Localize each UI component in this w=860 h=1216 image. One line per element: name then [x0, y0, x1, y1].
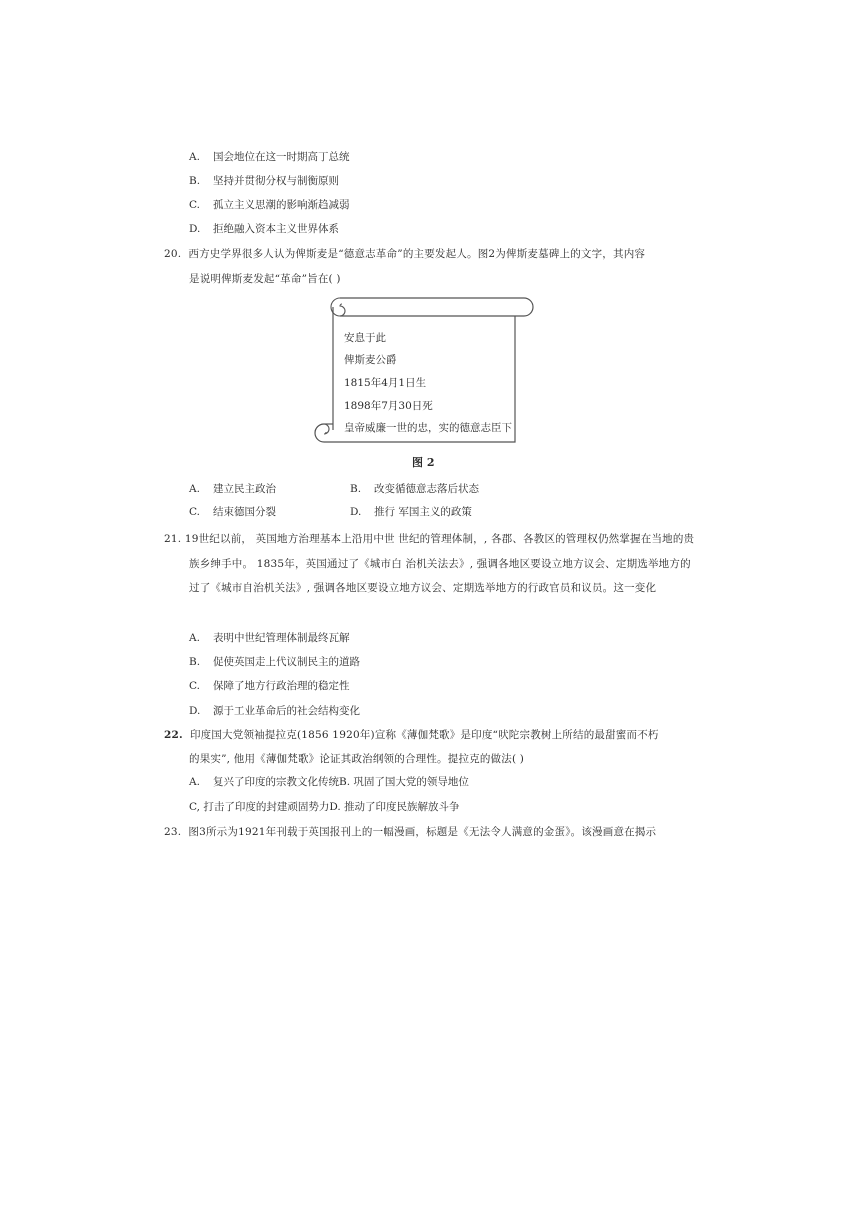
q22-option-cd: C, 打击了印度的封建顽固势力D. 推动了印度民族解放斗争	[189, 801, 460, 813]
option-text: 源于工业革命后的社会结构变化	[213, 705, 360, 717]
q23-stem-line1	[164, 824, 656, 839]
option-label: D.	[189, 223, 201, 235]
option-label: A.	[189, 483, 200, 495]
q19-option-a	[189, 149, 350, 164]
q20-option-b	[350, 481, 479, 496]
option-label: B.	[189, 656, 201, 668]
option-text: 拒绝融入资本主义世界体系	[213, 223, 339, 235]
q21-option-c	[189, 678, 350, 693]
q21-stem-line3: 过了《城市自治机关法》, 强调各地区要设立地方议会、定期选举地方的行政官员和议员。这一变化	[189, 582, 657, 594]
question-text: 西方史学界很多人认为俾斯麦是“德意志革命”的主要发起人。图2为俾斯麦墓碑上的文字，其内容	[188, 248, 646, 260]
option-label: B.	[189, 175, 201, 187]
option-label: A.	[189, 151, 200, 163]
option-text: 复兴了印度的宗教文化传统B. 巩固了国大党的领导地位	[213, 776, 469, 788]
q21-stem-line2: 族乡绅手中。 1835年，英国通过了《城市白 治机关法去》, 强调各地区要设立地方议会、定期选举地方的	[189, 558, 691, 570]
q21-option-d	[189, 703, 360, 718]
q20-option-d	[350, 504, 472, 519]
option-text: 坚持并贯彻分权与制衡原则	[213, 175, 339, 187]
q21-stem-line1: 21. 19世纪以前， 英国地方治理基本上沿用中世 世纪的管理体制，, 各郡、各教区的管理权仍然掌握在当地的贵	[164, 533, 695, 545]
q19-option-b	[189, 173, 339, 188]
option-label: C.	[189, 680, 200, 692]
q19-option-d	[189, 221, 339, 236]
option-text: 建立民主政治	[213, 483, 276, 495]
option-text: 推行 军国主义的政策	[374, 506, 472, 518]
scroll-line-5: 皇帝威廉一世的忠，实的德意志臣下	[344, 422, 512, 434]
q22-option-ab	[189, 774, 469, 789]
q19-option-c	[189, 197, 350, 212]
option-label: C.	[189, 506, 200, 518]
question-number: 20.	[164, 248, 182, 260]
q21-option-a	[189, 630, 350, 645]
q20-option-a	[189, 481, 276, 496]
option-label: A.	[189, 632, 200, 644]
figure-caption: 图 2	[412, 456, 435, 469]
question-text: 印度国大党领袖提拉克(1856 1920年)宣称《薄伽梵歌》是印度“吠陀宗教树上所结的最甜蜜而不朽	[189, 729, 659, 741]
option-label: A.	[189, 776, 200, 788]
q22-stem-line2: 的果实”, 他用《薄伽梵歌》论证其政治纲领的合理性。提拉克的做法( )	[189, 753, 525, 765]
option-text: 保障了地方行政治理的稳定性	[213, 680, 350, 692]
option-text: 促使英国走上代议制民主的道路	[213, 656, 360, 668]
scroll-line-3: 1815年4月1日生	[344, 377, 427, 389]
question-number: 22.	[164, 729, 183, 741]
q22-stem-line1	[164, 727, 659, 742]
question-number: 23.	[164, 826, 182, 838]
q20-stem-line2: 是说明俾斯麦发起“革命”旨在( )	[189, 273, 341, 285]
scroll-line-4: 1898年7月30日死	[344, 400, 433, 412]
q20-option-c	[189, 504, 276, 519]
option-label: B.	[350, 483, 362, 495]
question-text: 图3所示为1921年刊载于英国报刊上的一幅漫画，标题是《无法令人满意的金蛋》。该漫画意在揭示	[188, 826, 657, 838]
q21-option-b	[189, 654, 360, 669]
option-text: 改变循德意志落后状态	[374, 483, 479, 495]
scroll-line-2: 俾斯麦公爵	[344, 354, 397, 366]
option-label: D.	[189, 705, 201, 717]
option-label: C.	[189, 199, 200, 211]
option-text: 国会地位在这一时期高丁总统	[213, 151, 350, 163]
option-label: D.	[350, 506, 362, 518]
option-text: 孤立主义思潮的影响渐趋减弱	[213, 199, 350, 211]
option-text: 结束德国分裂	[213, 506, 276, 518]
q20-stem-line1	[164, 246, 645, 261]
option-text: 表明中世纪管理体制最终瓦解	[213, 632, 350, 644]
scroll-line-1: 安息于此	[344, 332, 386, 344]
